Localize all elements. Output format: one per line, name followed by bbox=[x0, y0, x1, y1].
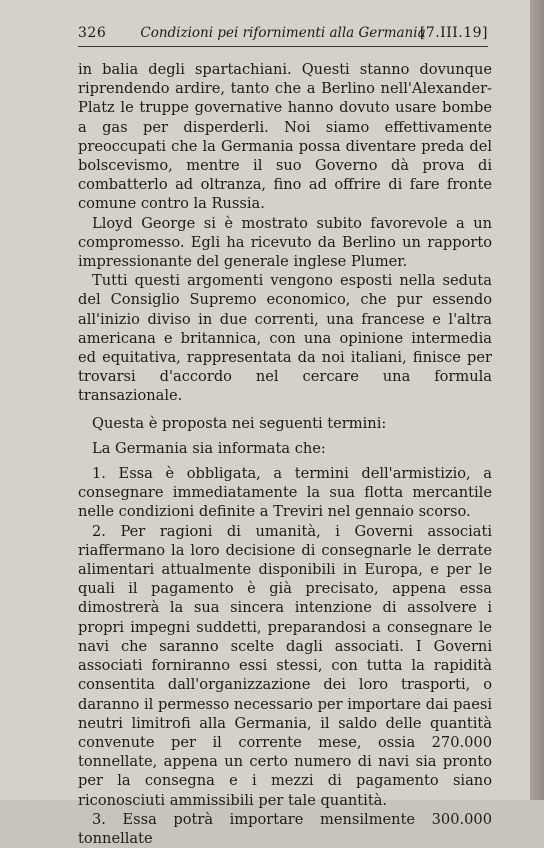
paragraph: Lloyd George si è mostrato subito favorevole a un compromesso. Egli ha ricevuto da Berlino un rapporto impressionante del generale inglese Plumer. bbox=[78, 214, 492, 271]
paragraph: in balia degli spartachiani. Questi stanno dovunque riprendendo ardire, tanto che a Berlino nell'Alexander-Platz le truppe governative hanno dovuto usare bombe a gas per disperderli. Noi siamo effettivamente preoccupati che la Germania possa diventare preda del bolscevismo, mentre il suo Governo dà prova di combatterlo ad oltranza, fino ad offrire di fare fronte comune contro la Russia. bbox=[78, 61, 492, 213]
header-date: [7.III.19] bbox=[419, 25, 488, 41]
paragraph: Tutti questi argomenti vengono esposti nella seduta del Consiglio Supremo economico, che pur essendo all'inizio diviso in due correnti, una francese e l'altra americana e britannica, con una opinione intermedia ed equitativa, rappresentata da noi italiani, finisce per trovarsi d'accordo nel cercare una formula transazionale. bbox=[78, 272, 492, 405]
list-item: 2. Per ragioni di umanità, i Governi associati riaffermano la loro decisione di consegnarle le derrate alimentari attualmente disponibili in Europa, e per le quali il pagamento è già precisato, appena essa dimostrerà la sua sincera intenzione di assolvere i propri impegni suddetti, preparandosi a consegnare le navi che saranno scelte dagli associati. I Governi associati forniranno essi stessi, con tutta la rapidità consentita dall'organizzazione dei loro trasporti, o daranno il permesso necessario per importare dai paesi neutri limitrofi alla Germania, il saldo delle quantità convenute per il corrente mese, ossia 270.000 tonnellate, appena un certo numero di navi sia pronto per la consegna e i mezzi di pagamento siano riconosciuti ammissibili per tale quantità. bbox=[78, 522, 492, 809]
body-text bbox=[78, 60, 492, 848]
running-title: Condizioni pei rifornimenti alla Germania bbox=[140, 25, 426, 41]
page-number: 326 bbox=[78, 25, 107, 41]
paragraph: Questa è proposta nei seguenti termini: bbox=[92, 414, 387, 432]
list-item: 3. Essa potrà importare mensilmente 300.000 tonnellate bbox=[78, 810, 492, 847]
paragraph: La Germania sia informata che: bbox=[92, 439, 326, 457]
header-rule bbox=[78, 46, 488, 47]
list-item: 1. Essa è obbligata, a termini dell'armistizio, a consegnare immediatamente la sua flotta mercantile nelle condizioni definite a Treviri nel gennaio scorso. bbox=[78, 465, 492, 521]
book-spine-shadow bbox=[530, 0, 544, 800]
page-header bbox=[78, 22, 488, 44]
